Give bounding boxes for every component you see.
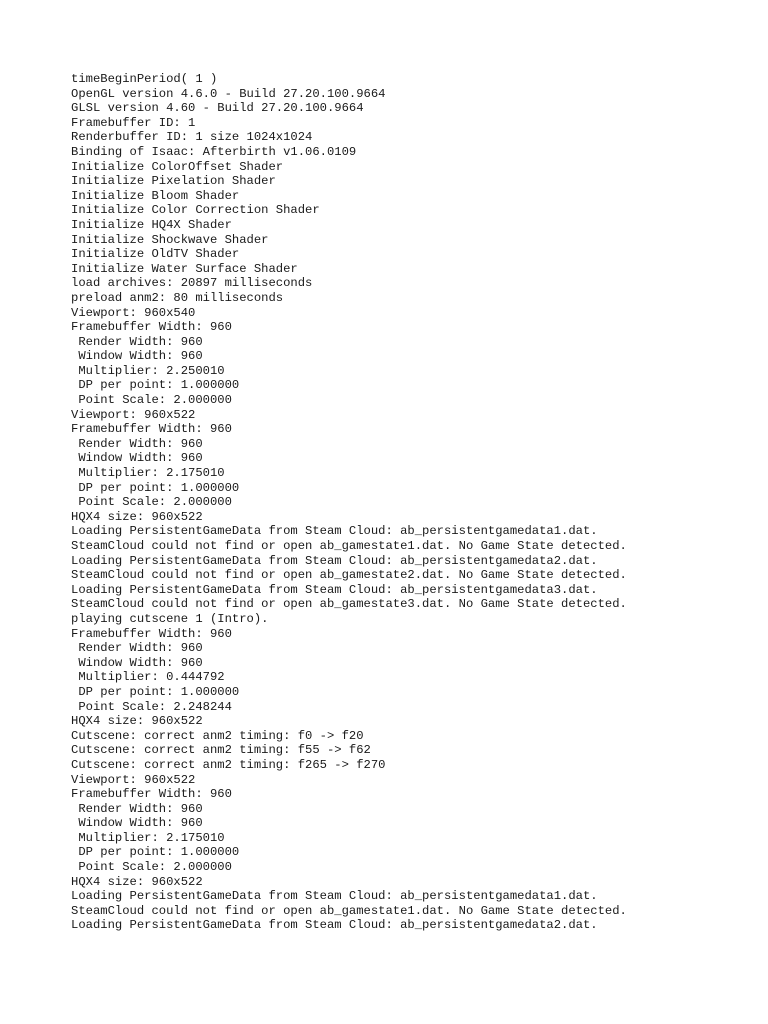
log-line: Framebuffer ID: 1 <box>71 115 196 130</box>
log-line: SteamCloud could not find or open ab_gamestate1.dat. No Game State detected. <box>71 903 627 918</box>
log-line: Cutscene: correct anm2 timing: f55 -> f62 <box>71 743 371 758</box>
log-line: Loading PersistentGameData from Steam Cloud: ab_persistentgamedata1.dat. <box>71 524 598 539</box>
log-line: Point Scale: 2.000000 <box>71 495 232 510</box>
log-line: Render Width: 960 <box>71 801 203 816</box>
log-line: DP per point: 1.000000 <box>71 378 240 393</box>
log-output <box>71 72 627 933</box>
log-line: Multiplier: 2.175010 <box>71 830 225 845</box>
log-line: Initialize Color Correction Shader <box>71 203 320 218</box>
log-line: Initialize Pixelation Shader <box>71 174 276 189</box>
log-line: Multiplier: 2.175010 <box>71 466 225 481</box>
log-line: Viewport: 960x540 <box>71 305 196 320</box>
log-line: playing cutscene 1 (Intro). <box>71 611 269 626</box>
log-line: Initialize HQ4X Shader <box>71 217 232 232</box>
log-line: Point Scale: 2.000000 <box>71 860 232 875</box>
log-line: Window Width: 960 <box>71 655 203 670</box>
log-line: OpenGL version 4.6.0 - Build 27.20.100.9664 <box>71 86 386 101</box>
log-line: GLSL version 4.60 - Build 27.20.100.9664 <box>71 101 364 116</box>
log-line: DP per point: 1.000000 <box>71 845 240 860</box>
log-line: Point Scale: 2.248244 <box>71 699 232 714</box>
log-line: Framebuffer Width: 960 <box>71 422 232 437</box>
log-line: SteamCloud could not find or open ab_gamestate2.dat. No Game State detected. <box>71 568 627 583</box>
log-line: Multiplier: 0.444792 <box>71 670 225 685</box>
log-line: preload anm2: 80 milliseconds <box>71 290 284 305</box>
log-line: Binding of Isaac: Afterbirth v1.06.0109 <box>71 144 357 159</box>
log-line: HQX4 size: 960x522 <box>71 509 203 524</box>
log-line: Render Width: 960 <box>71 436 203 451</box>
log-line: Loading PersistentGameData from Steam Cloud: ab_persistentgamedata2.dat. <box>71 918 598 933</box>
log-line: Loading PersistentGameData from Steam Cloud: ab_persistentgamedata2.dat. <box>71 553 598 568</box>
log-line: Initialize Water Surface Shader <box>71 261 298 276</box>
log-line: Framebuffer Width: 960 <box>71 626 232 641</box>
log-line: DP per point: 1.000000 <box>71 480 240 495</box>
log-line: Cutscene: correct anm2 timing: f0 -> f20 <box>71 728 364 743</box>
log-line: Multiplier: 2.250010 <box>71 363 225 378</box>
log-line: HQX4 size: 960x522 <box>71 874 203 889</box>
log-line: load archives: 20897 milliseconds <box>71 276 313 291</box>
log-line: Framebuffer Width: 960 <box>71 320 232 335</box>
log-line: Initialize OldTV Shader <box>71 247 240 262</box>
log-line: SteamCloud could not find or open ab_gamestate1.dat. No Game State detected. <box>71 539 627 553</box>
log-line: Window Width: 960 <box>71 816 203 831</box>
log-line: Initialize Shockwave Shader <box>71 232 269 247</box>
log-line: Point Scale: 2.000000 <box>71 393 232 408</box>
log-line: Window Width: 960 <box>71 451 203 466</box>
log-line: Initialize Bloom Shader <box>71 188 240 203</box>
log-line: DP per point: 1.000000 <box>71 684 240 699</box>
log-line: SteamCloud could not find or open ab_gamestate3.dat. No Game State detected. <box>71 597 627 612</box>
log-line: Render Width: 960 <box>71 641 203 656</box>
log-line: Cutscene: correct anm2 timing: f265 -> f270 <box>71 757 386 772</box>
log-line: Render Width: 960 <box>71 334 203 349</box>
log-line: Viewport: 960x522 <box>71 772 196 787</box>
log-line: timeBeginPeriod( 1 ) <box>71 72 218 86</box>
log-line: HQX4 size: 960x522 <box>71 714 203 729</box>
log-line: Renderbuffer ID: 1 size 1024x1024 <box>71 130 313 145</box>
log-line: Initialize ColorOffset Shader <box>71 159 284 174</box>
log-line: Loading PersistentGameData from Steam Cloud: ab_persistentgamedata1.dat. <box>71 889 598 904</box>
log-line: Framebuffer Width: 960 <box>71 787 232 802</box>
log-line: Viewport: 960x522 <box>71 407 196 422</box>
log-line: Window Width: 960 <box>71 349 203 364</box>
log-line: Loading PersistentGameData from Steam Cloud: ab_persistentgamedata3.dat. <box>71 582 598 597</box>
